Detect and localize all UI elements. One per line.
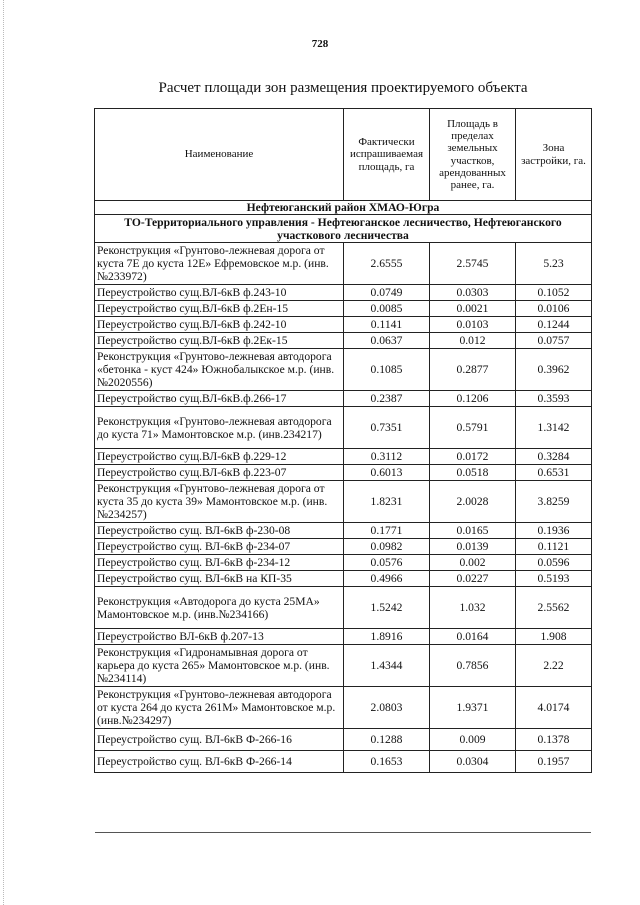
row-name: Переустройство сущ. ВЛ-6кВ ф-234-12 bbox=[95, 555, 344, 571]
row-name: Реконструкция «Гидронамывная дорога от карьера до куста 265» Мамонтовское м.р. (инв.№234114) bbox=[95, 645, 344, 687]
table-row bbox=[95, 555, 592, 571]
row-build-zone: 3.8259 bbox=[516, 481, 592, 523]
header-build-zone: Зона застройки, га. bbox=[516, 109, 592, 201]
table-row bbox=[95, 629, 592, 645]
row-build-zone: 5.23 bbox=[516, 243, 592, 285]
row-actual-area: 0.3112 bbox=[344, 449, 430, 465]
row-name: Переустройство сущ. ВЛ-6кВ Ф-266-16 bbox=[95, 729, 344, 751]
row-build-zone: 0.1957 bbox=[516, 751, 592, 773]
row-leased-area: 2.0028 bbox=[430, 481, 516, 523]
row-actual-area: 0.1141 bbox=[344, 317, 430, 333]
row-leased-area: 0.002 bbox=[430, 555, 516, 571]
row-build-zone: 0.1378 bbox=[516, 729, 592, 751]
region-row bbox=[95, 201, 592, 215]
scan-edge bbox=[3, 0, 4, 905]
row-name: Переустройство сущ.ВЛ-6кВ.ф.266-17 bbox=[95, 391, 344, 407]
table-row bbox=[95, 481, 592, 523]
row-leased-area: 0.0227 bbox=[430, 571, 516, 587]
row-name: Переустройство сущ.ВЛ-6кВ ф.2Ек-15 bbox=[95, 333, 344, 349]
row-build-zone: 4.0174 bbox=[516, 687, 592, 729]
table-row bbox=[95, 523, 592, 539]
row-actual-area: 0.2387 bbox=[344, 391, 430, 407]
subdivision-row bbox=[95, 215, 592, 243]
row-leased-area: 0.0165 bbox=[430, 523, 516, 539]
table-row bbox=[95, 539, 592, 555]
row-name: Реконструкция «Автодорога до куста 25МА» Мамонтовское м.р. (инв.№234166) bbox=[95, 587, 344, 629]
row-build-zone: 0.5193 bbox=[516, 571, 592, 587]
row-leased-area: 0.7856 bbox=[430, 645, 516, 687]
row-build-zone: 1.908 bbox=[516, 629, 592, 645]
table-row bbox=[95, 751, 592, 773]
row-build-zone: 0.1936 bbox=[516, 523, 592, 539]
table-row bbox=[95, 317, 592, 333]
row-build-zone: 1.3142 bbox=[516, 407, 592, 449]
row-actual-area: 0.4966 bbox=[344, 571, 430, 587]
row-build-zone: 0.6531 bbox=[516, 465, 592, 481]
table-row bbox=[95, 645, 592, 687]
table-row bbox=[95, 407, 592, 449]
row-leased-area: 0.0172 bbox=[430, 449, 516, 465]
row-actual-area: 0.0085 bbox=[344, 301, 430, 317]
table-row bbox=[95, 349, 592, 391]
row-leased-area: 0.0021 bbox=[430, 301, 516, 317]
row-actual-area: 0.0982 bbox=[344, 539, 430, 555]
row-build-zone: 0.3962 bbox=[516, 349, 592, 391]
footer-rule bbox=[95, 832, 591, 833]
row-leased-area: 0.0164 bbox=[430, 629, 516, 645]
row-actual-area: 0.7351 bbox=[344, 407, 430, 449]
row-build-zone: 0.3284 bbox=[516, 449, 592, 465]
row-name: Переустройство сущ. ВЛ-6кВ Ф-266-14 bbox=[95, 751, 344, 773]
page-number: 728 bbox=[311, 38, 329, 50]
region-label: Нефтеюганский район ХМАО-Югра bbox=[95, 201, 592, 215]
header-leased-area: Площадь в пределах земельных участков, арендованных ранее, га. bbox=[430, 109, 516, 201]
row-actual-area: 0.6013 bbox=[344, 465, 430, 481]
row-actual-area: 0.1653 bbox=[344, 751, 430, 773]
row-build-zone: 0.1121 bbox=[516, 539, 592, 555]
header-actual-area: Фактически испрашиваемая площадь, га bbox=[344, 109, 430, 201]
row-name: Реконструкция «Грунтово-лежневая автодорога от куста 264 до куста 261М» Мамонтовское м.р. (инв.№234297) bbox=[95, 687, 344, 729]
row-actual-area: 1.5242 bbox=[344, 587, 430, 629]
row-build-zone: 0.1052 bbox=[516, 285, 592, 301]
row-build-zone: 0.0596 bbox=[516, 555, 592, 571]
table-row bbox=[95, 449, 592, 465]
row-actual-area: 0.1085 bbox=[344, 349, 430, 391]
row-build-zone: 0.0757 bbox=[516, 333, 592, 349]
row-leased-area: 0.0139 bbox=[430, 539, 516, 555]
row-leased-area: 0.1206 bbox=[430, 391, 516, 407]
row-leased-area: 0.009 bbox=[430, 729, 516, 751]
row-actual-area: 0.0749 bbox=[344, 285, 430, 301]
row-actual-area: 0.0637 bbox=[344, 333, 430, 349]
row-leased-area: 1.9371 bbox=[430, 687, 516, 729]
table-row bbox=[95, 587, 592, 629]
table-row bbox=[95, 391, 592, 407]
row-name: Реконструкция «Грунтово-лежневая автодорога «бетонка - куст 424» Южнобалыкское м.р. (инв.№2020556) bbox=[95, 349, 344, 391]
row-leased-area: 0.2877 bbox=[430, 349, 516, 391]
row-name: Реконструкция «Грунтово-лежневая дорога от куста 35 до куста 39» Мамонтовское м.р. (инв.№234257) bbox=[95, 481, 344, 523]
row-name: Переустройство ВЛ-6кВ ф.207-13 bbox=[95, 629, 344, 645]
row-actual-area: 1.8916 bbox=[344, 629, 430, 645]
row-actual-area: 1.4344 bbox=[344, 645, 430, 687]
table-header-row bbox=[95, 109, 592, 201]
table-row bbox=[95, 687, 592, 729]
row-actual-area: 1.8231 bbox=[344, 481, 430, 523]
row-build-zone: 0.0106 bbox=[516, 301, 592, 317]
table-row bbox=[95, 571, 592, 587]
row-leased-area: 0.5791 bbox=[430, 407, 516, 449]
table-row bbox=[95, 333, 592, 349]
row-leased-area: 0.012 bbox=[430, 333, 516, 349]
row-build-zone: 0.1244 bbox=[516, 317, 592, 333]
row-name: Реконструкция «Грунтово-лежневая автодорога до куста 71» Мамонтовское м.р. (инв.234217) bbox=[95, 407, 344, 449]
row-leased-area: 2.5745 bbox=[430, 243, 516, 285]
row-name: Переустройство сущ.ВЛ-6кВ ф.242-10 bbox=[95, 317, 344, 333]
row-leased-area: 0.0304 bbox=[430, 751, 516, 773]
row-name: Переустройство сущ.ВЛ-6кВ ф.229-12 bbox=[95, 449, 344, 465]
row-leased-area: 1.032 bbox=[430, 587, 516, 629]
row-actual-area: 0.0576 bbox=[344, 555, 430, 571]
header-name: Наименование bbox=[95, 109, 344, 201]
row-actual-area: 2.6555 bbox=[344, 243, 430, 285]
row-name: Переустройство сущ. ВЛ-6кВ ф-230-08 bbox=[95, 523, 344, 539]
document-title: Расчет площади зон размещения проектируемого объекта bbox=[158, 80, 528, 96]
row-leased-area: 0.0103 bbox=[430, 317, 516, 333]
row-name: Переустройство сущ.ВЛ-6кВ ф.2Ен-15 bbox=[95, 301, 344, 317]
row-name: Переустройство сущ. ВЛ-6кВ на КП-35 bbox=[95, 571, 344, 587]
row-name: Переустройство сущ.ВЛ-6кВ ф.223-07 bbox=[95, 465, 344, 481]
row-name: Реконструкция «Грунтово-лежневая дорога от куста 7Е до куста 12Е» Ефремовское м.р. (инв.№233972) bbox=[95, 243, 344, 285]
row-actual-area: 2.0803 bbox=[344, 687, 430, 729]
row-build-zone: 0.3593 bbox=[516, 391, 592, 407]
row-leased-area: 0.0303 bbox=[430, 285, 516, 301]
subdivision-label: ТО-Территориального управления - Нефтеюганское лесничество, Нефтеюганского участкового лесничества bbox=[95, 215, 592, 243]
table-row bbox=[95, 729, 592, 751]
table-row bbox=[95, 285, 592, 301]
area-table bbox=[94, 108, 592, 773]
row-actual-area: 0.1288 bbox=[344, 729, 430, 751]
row-build-zone: 2.5562 bbox=[516, 587, 592, 629]
row-leased-area: 0.0518 bbox=[430, 465, 516, 481]
row-build-zone: 2.22 bbox=[516, 645, 592, 687]
table-row bbox=[95, 243, 592, 285]
row-name: Переустройство сущ.ВЛ-6кВ ф.243-10 bbox=[95, 285, 344, 301]
table-row bbox=[95, 301, 592, 317]
row-actual-area: 0.1771 bbox=[344, 523, 430, 539]
table-row bbox=[95, 465, 592, 481]
row-name: Переустройство сущ. ВЛ-6кВ ф-234-07 bbox=[95, 539, 344, 555]
